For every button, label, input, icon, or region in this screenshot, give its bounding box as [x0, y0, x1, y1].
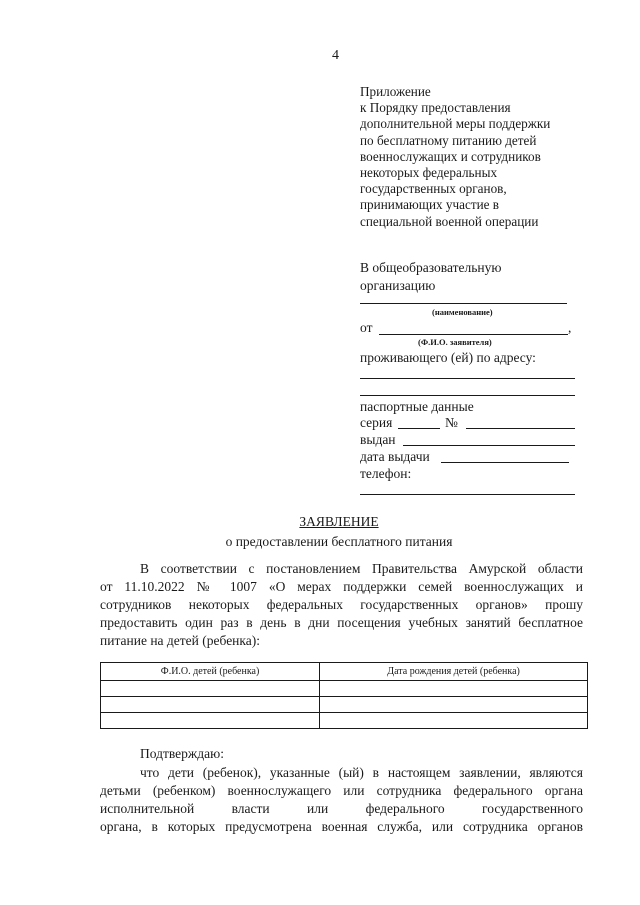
addressee-line-2: организацию: [360, 278, 436, 293]
confirm-label: Подтверждаю:: [140, 746, 224, 761]
appendix-line: некоторых федеральных: [360, 165, 498, 181]
children-table: [100, 662, 588, 729]
from-comma: ,: [568, 320, 572, 335]
appendix-header: [360, 84, 550, 230]
paragraph-line: от 11.10.2022 № 1007 «О мерах поддержки семей военнослужащих и: [100, 579, 583, 594]
passport-label: паспортные данные: [360, 399, 474, 414]
paragraph-line: В соответствии с постановлением Правительства Амурской области: [140, 561, 583, 576]
address-field-2[interactable]: [360, 395, 575, 396]
table-cell-birthdate[interactable]: [320, 697, 588, 713]
series-label: серия: [360, 415, 393, 430]
paragraph-line: предоставить один раз в день в дни посещения учебных занятий бесплатное: [100, 615, 583, 630]
paragraph-line: исполнительной власти или федерального государственного: [100, 801, 583, 816]
paragraph-line: органа, в которых предусмотрена военная служба, или сотрудника органов: [100, 819, 583, 834]
appendix-line: по бесплатному питанию детей: [360, 132, 537, 148]
paragraph-line: питание на детей (ребенка):: [100, 633, 261, 648]
paragraph-line: детьми (ребенком) военнослужащего или сотрудника федерального органа: [100, 783, 583, 798]
appendix-line: военнослужащих и сотрудников: [360, 148, 541, 164]
document-subtitle: о предоставлении бесплатного питания: [225, 534, 453, 549]
paragraph-line: сотрудников некоторых федеральных государственных органов» прошу: [100, 597, 583, 612]
paragraph-line: что дети (ребенок), указанные (ый) в настоящем заявлении, являются: [140, 765, 583, 780]
table-row: [101, 681, 588, 697]
issue-date-field[interactable]: [441, 462, 569, 463]
from-label: от: [360, 320, 373, 335]
number-label: №: [445, 415, 458, 430]
appendix-line: специальной военной операции: [360, 213, 539, 229]
appendix-line: к Порядку предоставления: [360, 100, 511, 116]
column-header-fio: Ф.И.О. детей (ребенка): [101, 663, 320, 681]
table-header-row: [101, 663, 588, 681]
passport-number-field[interactable]: [466, 428, 575, 429]
confirm-paragraph: [100, 764, 583, 836]
issue-date-label: дата выдачи: [360, 449, 430, 464]
appendix-line: принимающих участие в: [360, 197, 500, 213]
residing-label: проживающего (ей) по адресу:: [360, 350, 536, 365]
table-cell-fio[interactable]: [101, 697, 320, 713]
table-cell-birthdate[interactable]: [320, 713, 588, 729]
issued-label: выдан: [360, 432, 396, 447]
phone-label: телефон:: [360, 466, 412, 481]
addressee-line-1: В общеобразовательную: [360, 260, 502, 275]
issued-by-field[interactable]: [403, 445, 575, 446]
phone-field[interactable]: [360, 494, 575, 495]
document-title: ЗАЯВЛЕНИЕ: [299, 514, 379, 529]
request-paragraph: [100, 560, 583, 650]
table-cell-fio[interactable]: [101, 681, 320, 697]
table-row: [101, 713, 588, 729]
table-cell-birthdate[interactable]: [320, 681, 588, 697]
appendix-line: государственных органов,: [360, 181, 507, 197]
organization-name-field[interactable]: [360, 303, 567, 304]
passport-series-field[interactable]: [398, 428, 440, 429]
applicant-name-field[interactable]: [379, 334, 568, 335]
table-row: [101, 697, 588, 713]
table-cell-fio[interactable]: [101, 713, 320, 729]
appendix-line: Приложение: [360, 84, 431, 99]
name-caption: (наименование): [432, 307, 493, 317]
page-number: 4: [332, 48, 339, 63]
fio-caption: (Ф.И.О. заявителя): [418, 337, 492, 347]
address-field-1[interactable]: [360, 378, 575, 379]
appendix-line: дополнительной меры поддержки: [360, 116, 551, 132]
column-header-birthdate: Дата рождения детей (ребенка): [320, 663, 588, 681]
